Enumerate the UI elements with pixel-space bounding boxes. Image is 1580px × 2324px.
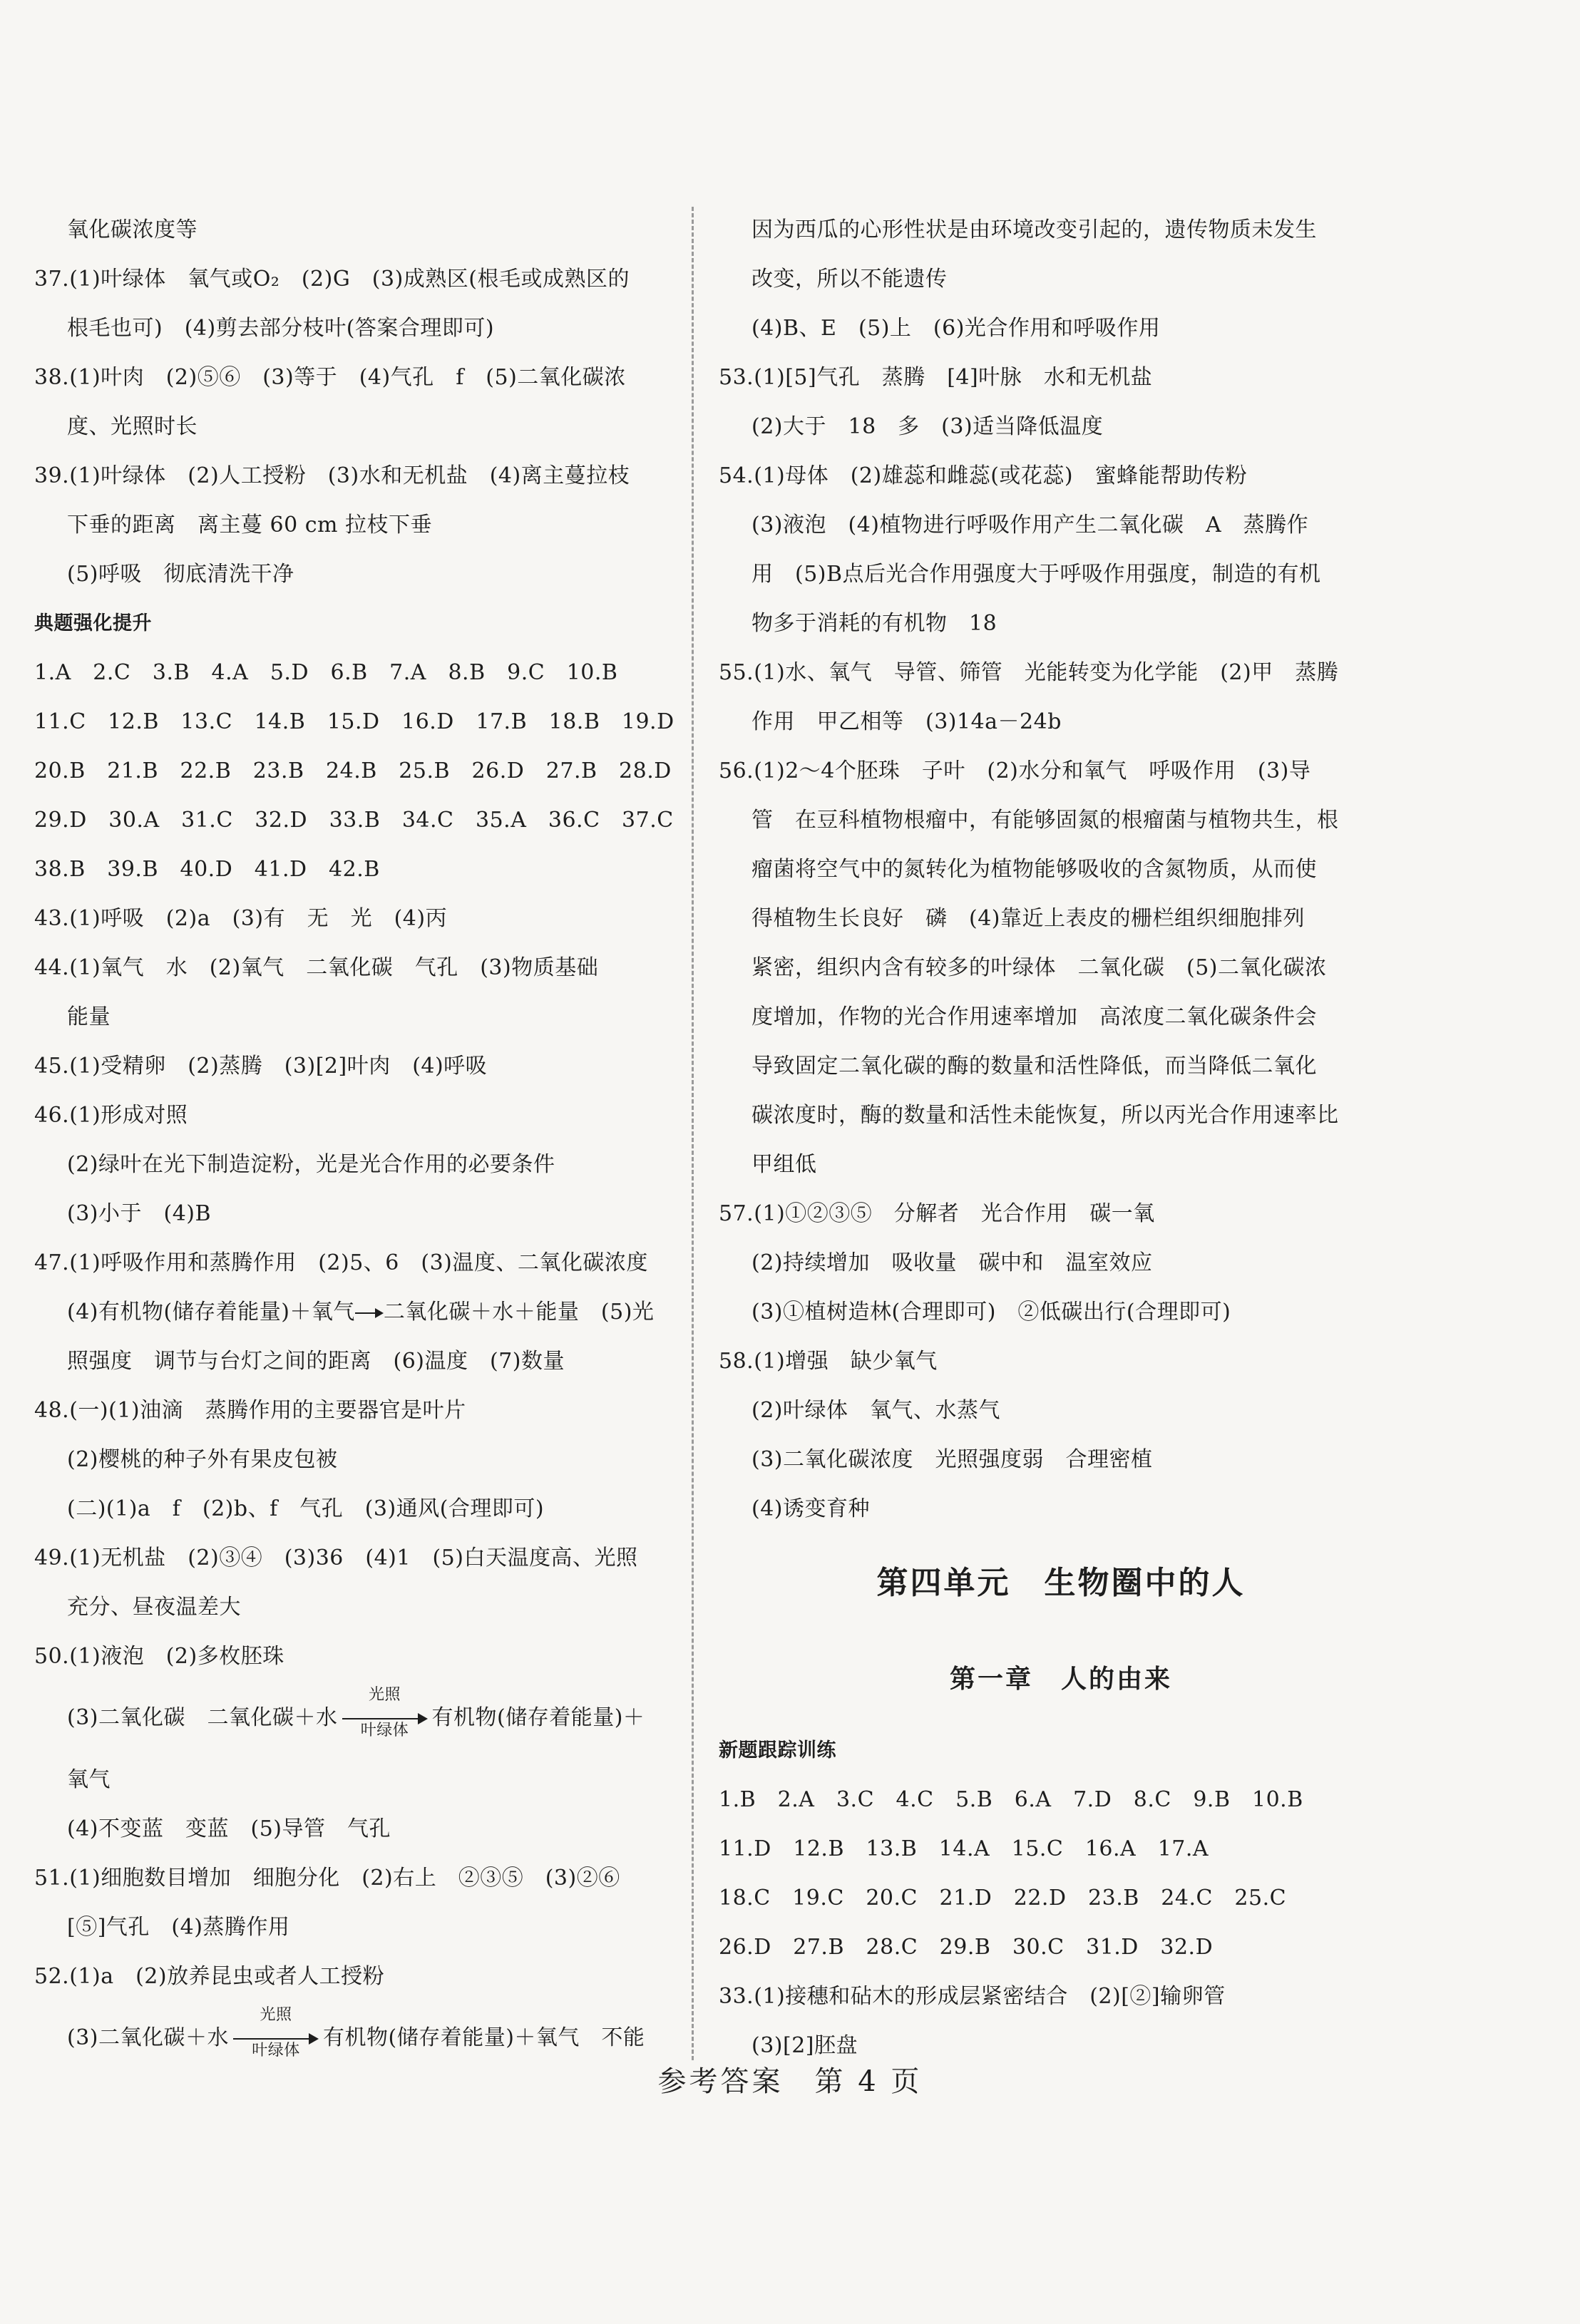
answer-line: 得植物生长良好 磷 (4)靠近上表皮的栅栏组织细胞排列 [751,906,1305,931]
equation-right: 二氧化碳＋水＋能量 (5)光 [383,1300,655,1325]
choice-answers-row: 11.C 12.B 13.C 14.B 15.D 16.D 17.B 18.B 19.D [34,709,674,734]
answer-line: 能量 [67,1004,111,1029]
answer-line: 氧气 [67,1767,111,1792]
answer-line: 碳浓度时，酶的数量和活性未能恢复，所以丙光合作用速率比 [751,1103,1339,1128]
answer-line: (4)诱变育种 [751,1496,870,1521]
section-heading: 新题跟踪训练 [719,1739,836,1762]
answer-line: 45.(1)受精卵 (2)蒸腾 (3)[2]叶肉 (4)呼吸 [34,1054,488,1079]
answer-line: 瘤菌将空气中的氮转化为植物能够吸收的含氮物质，从而使 [751,857,1317,882]
answer-line: 52.(1)a (2)放养昆虫或者人工授粉 [34,1964,385,1989]
answer-line: (二)(1)a f (2)b、f 气孔 (3)通风(合理即可) [67,1496,545,1521]
choice-answers-row: 26.D 27.B 28.C 29.B 30.C 31.D 32.D [719,1935,1214,1960]
answer-line: 46.(1)形成对照 [34,1103,188,1128]
answer-line: (3)①植树造林(合理即可) ②低碳出行(合理即可) [751,1300,1231,1325]
choice-answers-row: 1.A 2.C 3.B 4.A 5.D 6.B 7.A 8.B 9.C 10.B [34,660,618,685]
answer-line: (5)呼吸 彻底清洗干净 [67,562,294,587]
choice-answers-row: 29.D 30.A 31.C 32.D 33.B 34.C 35.A 36.C 37.C [34,808,674,833]
answer-line: 53.(1)[5]气孔 蒸腾 [4]叶脉 水和无机盐 [719,365,1153,390]
answer-line: 44.(1)氧气 水 (2)氧气 二氧化碳 气孔 (3)物质基础 [34,955,599,980]
answer-line: 下垂的距离 离主蔓 60 cm 拉枝下垂 [67,513,433,538]
answer-line: 49.(1)无机盐 (2)③④ (3)36 (4)1 (5)白天温度高、光照 [34,1546,638,1570]
answer-line: 57.(1)①②③⑤ 分解者 光合作用 碳一氧 [719,1201,1155,1226]
answer-line: (2)樱桃的种子外有果皮包被 [67,1447,338,1472]
answer-line: (3)二氧化碳浓度 光照强度弱 合理密植 [751,1447,1153,1472]
choice-answers-row: 20.B 21.B 22.B 23.B 24.B 25.B 26.D 27.B 28.D [34,759,672,783]
choice-answers-row: 18.C 19.C 20.C 21.D 22.D 23.B 24.C 25.C [719,1886,1287,1911]
answer-line: 48.(一)(1)油滴 蒸腾作用的主要器官是叶片 [34,1398,466,1423]
answer-line: 43.(1)呼吸 (2)a (3)有 无 光 (4)丙 [34,906,448,931]
answer-line: 33.(1)接穗和砧木的形成层紧密结合 (2)[②]输卵管 [719,1984,1226,2009]
answer-line: 37.(1)叶绿体 氧气或O₂ (2)G (3)成熟区(根毛或成熟区的 [34,267,630,292]
answer-line: 50.(1)液泡 (2)多枚胚珠 [34,1644,284,1669]
right-column [719,205,1403,2070]
choice-answers-row: 38.B 39.B 40.D 41.D 42.B [34,857,380,882]
section-heading: 典题强化提升 [34,612,152,634]
answer-line-equation [34,1287,676,1337]
answer-line: 作用 甲乙相等 (3)14a－24b [751,709,1062,734]
equation-left: (3)二氧化碳＋水 [67,2025,229,2050]
answer-line: 因为西瓜的心形性状是由环境改变引起的，遗传物质未发生 [751,217,1317,242]
page-footer: 参考答案 第 4 页 [657,2065,923,2098]
answer-line: 54.(1)母体 (2)雄蕊和雌蕊(或花蕊) 蜜蜂能帮助传粉 [719,463,1248,488]
answer-line: 58.(1)增强 缺少氧气 [719,1349,938,1374]
left-column [34,205,676,2075]
answer-line: (2)大于 18 多 (3)适当降低温度 [751,414,1104,439]
answer-line: 根毛也可) (4)剪去部分枝叶(答案合理即可) [67,316,495,341]
answer-line: 管 在豆科植物根瘤中，有能够固氮的根瘤菌与植物共生，根 [751,808,1339,833]
equation-left: (4)有机物(储存着能量)＋氧气 [67,1300,355,1325]
answer-line: 充分、昼夜温差大 [67,1595,241,1620]
reaction-arrow-icon: 光照 叶绿体 [233,2025,319,2053]
equation-left: (3)二氧化碳 二氧化碳＋水 [67,1705,338,1730]
answer-line: 照强度 调节与台灯之间的距离 (6)温度 (7)数量 [67,1349,565,1374]
answer-line: (3)[2]胚盘 [751,2033,858,2058]
choice-answers-row: 1.B 2.A 3.C 4.C 5.B 6.A 7.D 8.C 9.B 10.B [719,1787,1303,1812]
answer-line: 39.(1)叶绿体 (2)人工授粉 (3)水和无机盐 (4)离主蔓拉枝 [34,463,630,488]
answer-line: (3)小于 (4)B [67,1201,212,1226]
answer-line: (2)叶绿体 氧气、水蒸气 [751,1398,1000,1423]
answer-line: 氧化碳浓度等 [67,217,198,242]
answer-line: [⑤]气孔 (4)蒸腾作用 [67,1915,290,1940]
chapter-title: 第一章 人的由来 [949,1665,1172,1694]
answer-line: (2)绿叶在光下制造淀粉，光是光合作用的必要条件 [67,1152,555,1177]
unit-title: 第四单元 生物圈中的人 [876,1565,1246,1601]
choice-answers-row: 11.D 12.B 13.B 14.A 15.C 16.A 17.A [719,1836,1209,1861]
answer-line: (3)液泡 (4)植物进行呼吸作用产生二氧化碳 A 蒸腾作 [751,513,1309,538]
answer-line: 用 (5)B点后光合作用强度大于呼吸作用强度，制造的有机 [751,562,1321,587]
equation-right: 有机物(储存着能量)＋氧气 不能 [323,2025,645,2050]
answer-line: (4)B、E (5)上 (6)光合作用和呼吸作用 [751,316,1161,341]
answer-line: 56.(1)2～4个胚珠 子叶 (2)水分和氧气 呼吸作用 (3)导 [719,759,1311,783]
reaction-arrow-icon: 光照 叶绿体 [342,1705,428,1733]
answer-line: 甲组低 [751,1152,817,1177]
column-divider [692,207,694,2060]
answer-line: 47.(1)呼吸作用和蒸腾作用 (2)5、6 (3)温度、二氧化碳浓度 [34,1250,648,1275]
answer-line: 导致固定二氧化碳的酶的数量和活性降低，而当降低二氧化 [751,1054,1317,1079]
photosynthesis-equation [34,1681,676,1755]
answer-line: (4)不变蓝 变蓝 (5)导管 气孔 [67,1816,391,1841]
answer-line: 物多于消耗的有机物 18 [751,611,997,636]
answer-line: (2)持续增加 吸收量 碳中和 温室效应 [751,1250,1153,1275]
answer-line: 38.(1)叶肉 (2)⑤⑥ (3)等于 (4)气孔 f (5)二氧化碳浓 [34,365,626,390]
arrow-icon [355,1306,384,1320]
answer-line: 55.(1)水、氧气 导管、筛管 光能转变为化学能 (2)甲 蒸腾 [719,660,1339,685]
answer-line: 改变，所以不能遗传 [751,267,948,292]
answer-line: 度、光照时长 [67,414,198,439]
answer-line: 度增加，作物的光合作用速率增加 高浓度二氧化碳条件会 [751,1004,1317,1029]
answer-line: 51.(1)细胞数目增加 细胞分化 (2)右上 ②③⑤ (3)②⑥ [34,1866,620,1891]
equation-right: 有机物(储存着能量)＋ [431,1705,645,1730]
answer-line: 紧密，组织内含有较多的叶绿体 二氧化碳 (5)二氧化碳浓 [751,955,1327,980]
